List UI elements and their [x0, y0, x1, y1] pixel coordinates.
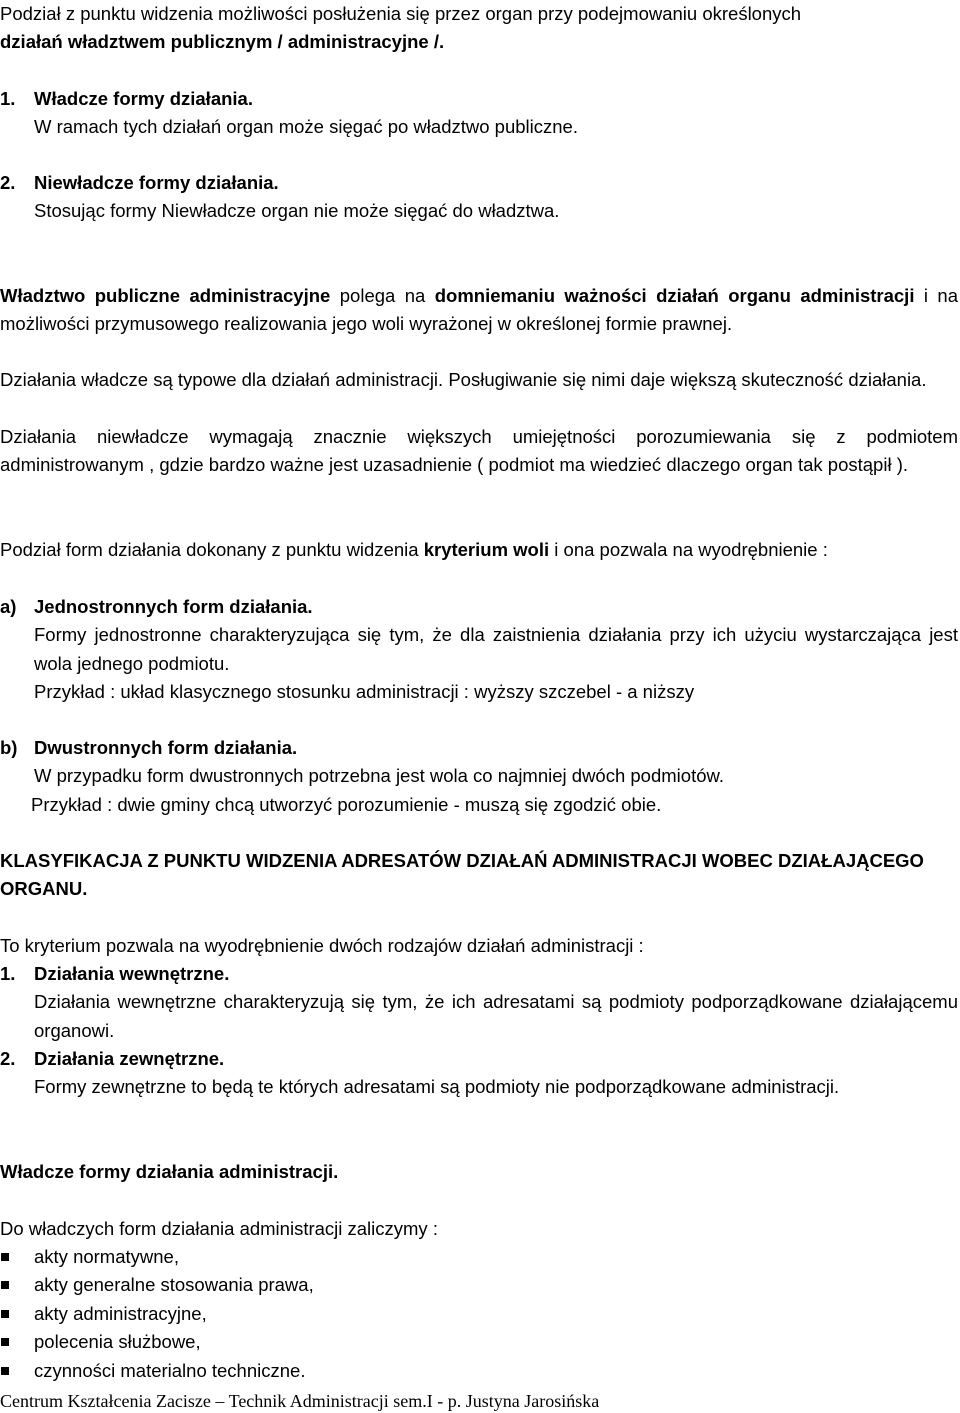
- klasyfikacja-item-1-number: 1.: [0, 963, 16, 984]
- section-b-example: Przykład : dwie gminy chcą utworzyć porozumienie - muszą się zgodzić obie.: [31, 793, 662, 815]
- list-item-label: akty normatywne,: [34, 1246, 179, 1267]
- section-b-heading: [0, 734, 958, 762]
- section-a-title: Jednostronnych form działania.: [34, 596, 313, 617]
- list-item: [0, 1243, 958, 1271]
- klasyfikacja-intro: To kryterium pozwala na wyodrębnienie dwóch rodzajów działań administracji :: [0, 935, 644, 956]
- form-item-2: [0, 169, 958, 226]
- wladcze-paragraph: Działania władcze są typowe dla działań administracji. Posługiwanie się nimi daje większą skuteczność działania.: [0, 369, 927, 390]
- section-b-text: W przypadku form dwustronnych potrzebna jest wola co najmniej dwóch podmiotów.: [34, 765, 724, 787]
- klasyfikacja-item-1-title: Działania wewnętrzne.: [34, 963, 230, 984]
- form-item-1-text: W ramach tych działań organ może sięgać po władztwo publiczne.: [34, 116, 578, 138]
- section-b-title: Dwustronnych form działania.: [34, 737, 298, 758]
- klasyfikacja-item-1: [0, 960, 958, 1045]
- list-item-label: polecenia służbowe,: [34, 1331, 201, 1353]
- klasyfikacja-item-2-heading: [0, 1045, 958, 1073]
- section-a-example: Przykład : układ klasycznego stosunku administracji : wyższy szczebel - a niższy: [34, 681, 695, 703]
- list-item: [0, 1328, 958, 1356]
- page-footer: Centrum Kształcenia Zacisze – Technik Administracji sem.I - p. Justyna Jarosińska: [0, 1391, 600, 1411]
- form-item-1-number: 1.: [0, 88, 16, 109]
- klasyfikacja-item-1-heading: [0, 960, 958, 988]
- section-b-label: b): [0, 737, 18, 758]
- wladcze-formy-intro: Do władczych form działania administracji zaliczymy :: [0, 1218, 438, 1239]
- klasyfikacja-item-2: [0, 1045, 958, 1102]
- bullet-list: [0, 1243, 958, 1385]
- niewladcze-paragraph: Działania niewładcze wymagają znacznie większych umiejętności porozumiewania się z podmiotem administrowanym , gdzie bardzo ważne jest uzasadnienie ( podmiot ma wiedzieć dlaczego organ tak postąpił ).: [0, 426, 958, 476]
- bullet-square-icon: [1, 1253, 9, 1261]
- wladcze-formy-heading: Władcze formy działania administracji.: [0, 1161, 339, 1182]
- wladztwo-definition: domniemaniu ważności działań organu administracji: [434, 285, 915, 306]
- intro-paragraph: [0, 0, 958, 57]
- form-item-1-title: Władcze formy działania.: [34, 88, 253, 109]
- section-b: [0, 734, 958, 819]
- section-a: [0, 593, 958, 707]
- list-item: [0, 1357, 958, 1385]
- klasyfikacja-heading: KLASYFIKACJA Z PUNKTU WIDZENIA ADRESATÓW DZIAŁAŃ ADMINISTRACJI WOBEC DZIAŁAJĄCEGO ORGANU.: [0, 850, 924, 900]
- bullet-square-icon: [1, 1367, 9, 1375]
- klasyfikacja-item-2-title: Działania zewnętrzne.: [34, 1048, 225, 1069]
- form-item-2-title: Niewładcze formy działania.: [34, 172, 279, 193]
- form-item-1: [0, 85, 958, 142]
- list-item-label: akty generalne stosowania prawa,: [34, 1274, 314, 1296]
- kryterium-text-1: Podział form działania dokonany z punktu widzenia: [0, 539, 424, 560]
- kryterium-term: kryterium woli: [423, 539, 550, 560]
- kryterium-text-2: i ona pozwala na wyodrębnienie :: [549, 539, 828, 560]
- bullet-square-icon: [1, 1338, 9, 1346]
- wladztwo-text-2: i na możliwości przymusowego realizowania jego woli wyrażonej w określonej formie prawnej.: [0, 285, 959, 335]
- wladztwo-text-1: polega na: [330, 285, 435, 306]
- list-item: [0, 1271, 958, 1299]
- kryterium-paragraph: [0, 536, 958, 564]
- section-a-heading: [0, 593, 958, 621]
- klasyfikacja-item-1-text: Działania wewnętrzne charakteryzują się tym, że ich adresatami są podmioty podporządkowane działającemu organowi.: [34, 991, 958, 1041]
- bullet-square-icon: [1, 1281, 9, 1289]
- klasyfikacja-item-2-number: 2.: [0, 1048, 16, 1069]
- klasyfikacja-item-2-text: Formy zewnętrzne to będą te których adresatami są podmioty nie podporządkowane administracji.: [34, 1076, 840, 1098]
- bullet-square-icon: [1, 1310, 9, 1318]
- form-item-2-number: 2.: [0, 172, 16, 193]
- section-a-text: Formy jednostronne charakteryzująca się tym, że dla zaistnienia działania przy ich użyciu wystarczająca jest wola jednego podmiotu.: [34, 624, 958, 674]
- list-item: [0, 1300, 958, 1328]
- intro-line-1: Podział z punktu widzenia możliwości posłużenia się przez organ przy podejmowaniu określonych: [0, 3, 802, 24]
- intro-line-2: działań władztwem publicznym / administracyjne /.: [0, 31, 445, 53]
- wladztwo-term: Władztwo publiczne administracyjne: [0, 285, 331, 306]
- list-item-label: akty administracyjne,: [34, 1302, 207, 1324]
- list-item-label: czynności materialno techniczne.: [34, 1359, 306, 1381]
- form-item-2-text: Stosując formy Niewładcze organ nie może sięgać do władztwa.: [34, 200, 560, 222]
- wladztwo-paragraph: [0, 282, 958, 339]
- section-a-label: a): [0, 596, 17, 617]
